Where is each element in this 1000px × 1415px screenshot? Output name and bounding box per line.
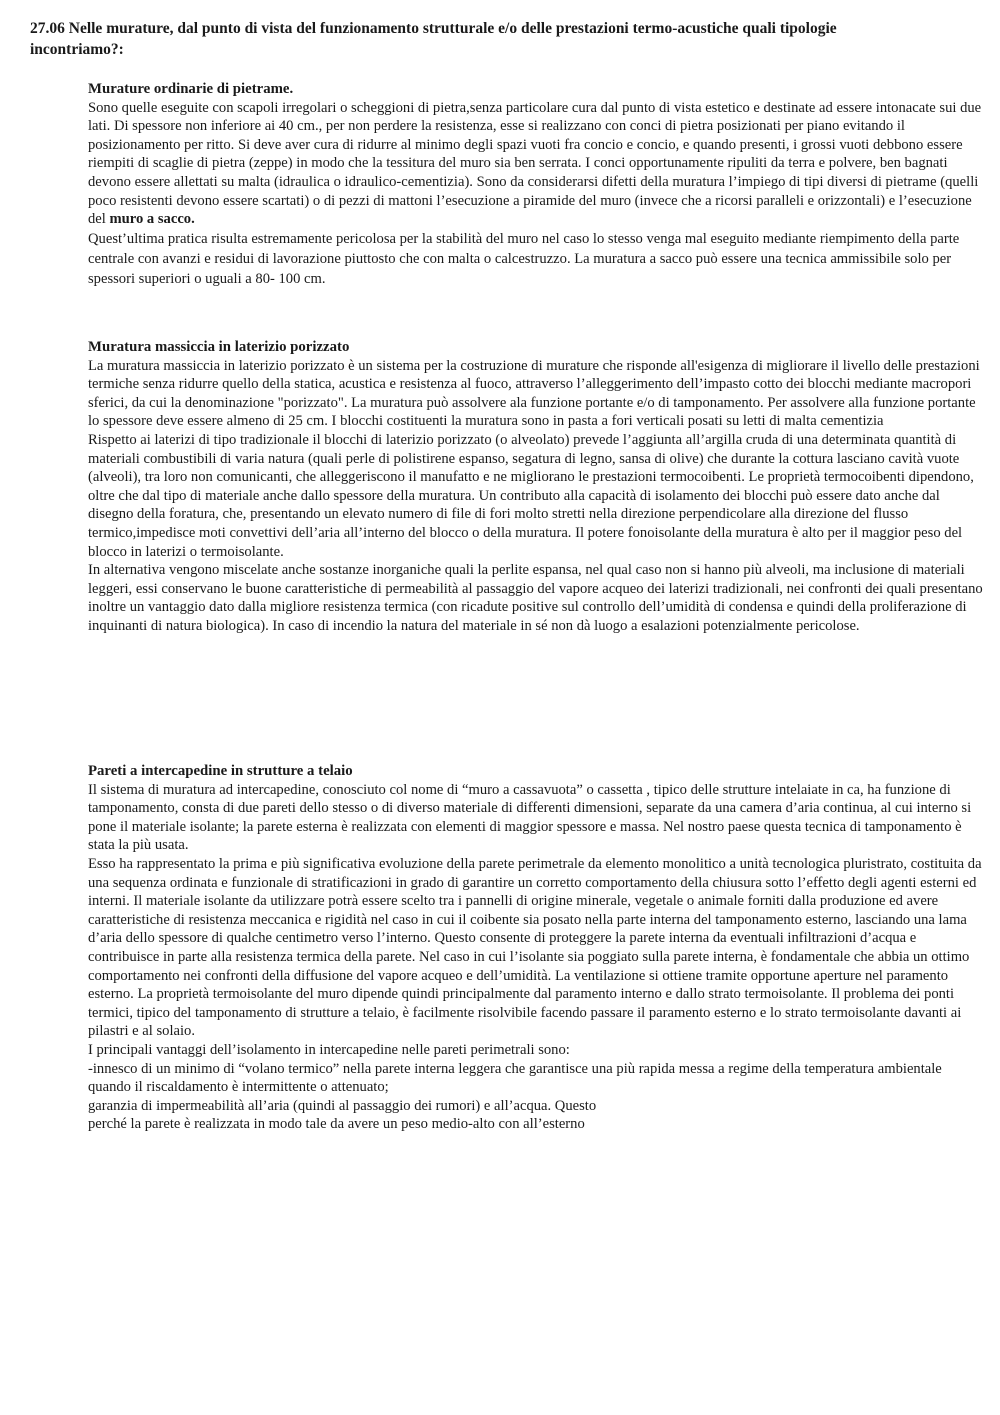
paragraph: Rispetto ai laterizi di tipo tradizionale il blocchi di laterizio porizzato (o alveolato) prevede l’aggiunta all’argilla cruda di una determinata quantità di materiali combustibili di varia natura (quali perle di polistirene espanso, segatura di legno, sansa di olive) che durante la cottura lasciano cavità vuote (alveoli), tra loro non comunicanti, che alleggeriscono il manufatto e ne migliorano le prestazioni termocoibenti. Le proprietà termocoibenti dipendono, oltre che dal tipo di materiale anche dallo spessore della muratura. Un contributo alla capacità di isolamento dei blocchi può essere dato anche dal disegno della foratura, che, presentando un elevato numero di file di fori molto stretti nella direzione perpendicolare alla direzione del flusso termico,impedisce moti convettivi dell’aria all’interno del blocco o della muratura. Il potere fonoisolante della muratura è alto per il maggior peso del blocco in laterizi o termoisolante. [88, 431, 974, 560]
section-murature-ordinarie [88, 80, 983, 289]
paragraph: I principali vantaggi dell’isolamento in intercapedine nelle pareti perimetrali sono: [88, 1041, 570, 1058]
paragraph: Esso ha rappresentato la prima e più significativa evoluzione della parete perimetrale da elemento monolitico a unità tecnologica pluristrato, costituita da una sequenza ordinata e funzionale di stratificazioni in grado di garantire un corretto comportamento della chiusura sotto l’effetto degli agenti esterni ed interni. Il materiale isolante da utilizzare potrà essere scelto tra i pannelli di origine minerale, vegetale o animale forniti dalla produzione ed avere caratteristiche di resistenza meccanica e rigidità nel caso in cui il coibente sia posato nella parte interna del tamponamento esterno, lasciando una lama d’aria dello spessore di qualche centimetro verso l’interno. Questo consente di proteggere la parete interna da eventuali infiltrazioni d’acqua e contribuisce in parte alla resistenza termica della parete. Nel caso in cui l’isolante sia poggiato sulla parete interna, è fondamentale che abbia un ottimo comportamento nei confronti della diffusione del vapore acqueo e dell’umidità. La ventilazione si ottiene tramite opportune aperture nel paramento esterno. La proprietà termoisolante del muro dipende quindi principalmente dal paramento interno e dallo strato termoisolante. Il problema dei ponti termici, tipico del tamponamento di strutture a telaio, è facilmente risolvibile facendo passare il paramento esterno e lo strato termoisolante davanti ai pilastri e al solaio. [88, 855, 982, 1040]
emphasis-text: muro a sacco. [109, 211, 195, 228]
section-heading: Pareti a intercapedine in strutture a telaio [88, 763, 353, 779]
paragraph: -innesco di un minimo di “volano termico” nella parete interna leggera che garantisce una più rapida messa a regime della temperatura ambientale quando il riscaldamento è intermittente o attenuato; [88, 1060, 942, 1096]
section-pareti-intercapedine [88, 762, 983, 1134]
paragraph: Quest’ultima pratica risulta estremamente pericolosa per la stabilità del muro nel caso lo stesso venga mal eseguito mediante riempimento della parte centrale con avanzi e residui di lavorazione piuttosto che con malta o calcestruzzo. La muratura a sacco può essere una tecnica ammissibile solo per spessori superiori o uguali a 80- 100 cm. [88, 230, 960, 287]
paragraph: Il sistema di muratura ad intercapedine, conosciuto col nome di “muro a cassavuota” o cassetta , tipico delle strutture intelaiate in ca, ha funzione di tamponamento, consta di due pareti dello stesso o di diverso materiale di differenti dimensioni, separate da una camera d’aria continua, al cui interno si pone il materiale isolante; la parete esterna è realizzata con elementi di maggior spessore e massa. Nel nostro paese questa tecnica di tamponamento è stata la più usata. [88, 781, 972, 854]
paragraph-text: Sono quelle eseguite con scapoli irregolari o scheggioni di pietra,senza particolare cura dal punto di vista estetico e destinate ad essere intonacate sui due lati. Di spessore non inferiore ai 40 cm., per non perdere la resistenza, esse si realizzano con conci di pietra posizionati per piano evitando il posizionamento per ritto. Si deve aver cura di ridurre al minimo degli spazi vuoti fra concio e concio, e quando presenti, i grossi vuoti debbono essere riempiti di scaglie di pietra (zeppe) in modo che la tessitura del muro sia ben serrata. I conci opportunamente ripuliti da terra e polvere, ben bagnati devono essere allettati su malta (idraulica o idraulico-cementizia). Sono da considerarsi difetti della muratura l’impiego di tipi diversi di pietrame (quelli poco resistenti devono essere scartati) o di pezzi di mattoni l’esecuzione a piramide del muro (invece che a ricorsi paralleli e orizzontali) e l’esecuzione del [88, 99, 982, 228]
section-heading: Murature ordinarie di pietrame. [88, 81, 294, 97]
paragraph: garanzia di impermeabilità all’aria (quindi al passaggio dei rumori) e all’acqua. Questo [88, 1097, 597, 1114]
paragraph: perché la parete è realizzata in modo tale da avere un peso medio-alto con all’esterno [88, 1116, 585, 1133]
paragraph: In alternativa vengono miscelate anche sostanze inorganiche quali la perlite espansa, nel qual caso non si hanno più alveoli, ma inclusione di materiali leggeri, essi conservano le buone caratteristiche di permeabilità al passaggio del vapore acqueo dei laterizi tradizionali, nei confronti dei quali presentano inoltre un vantaggio dato dalla migliore resistenza termica (con ricadute positive sul controllo dell’umidità di condensa e quindi della proliferazione di inquinanti di natura biologica). In caso di incendio la natura del materiale in sé non dà luogo a esalazioni potenzialmente pericolose. [88, 562, 983, 634]
question-title: 27.06 Nelle murature, dal punto di vista del funzionamento strutturale e/o delle prestazioni termo-acustiche quali tipologie incontriamo?: [30, 20, 837, 58]
paragraph [88, 99, 983, 229]
paragraph: La muratura massiccia in laterizio porizzato è un sistema per la costruzione di murature che risponde all'esigenza di migliorare il livello delle prestazioni termiche senza ridurre quello della statica, acustica e resistenza al fuoco, attraverso l’alleggerimento dell’impasto cotto dei blocchi mediante macropori sferici, da cui la denominazione "porizzato". La muratura può assolvere ala funzione portante e/o di tamponamento. Per assolvere alla funzione portante lo spessore deve essere almeno di 25 cm. I blocchi costituenti la muratura sono in pasta a fori verticali posati su letti di malta cementizia [88, 357, 980, 430]
section-heading: Muratura massiccia in laterizio porizzato [88, 339, 350, 355]
section-muratura-massiccia [88, 338, 983, 636]
